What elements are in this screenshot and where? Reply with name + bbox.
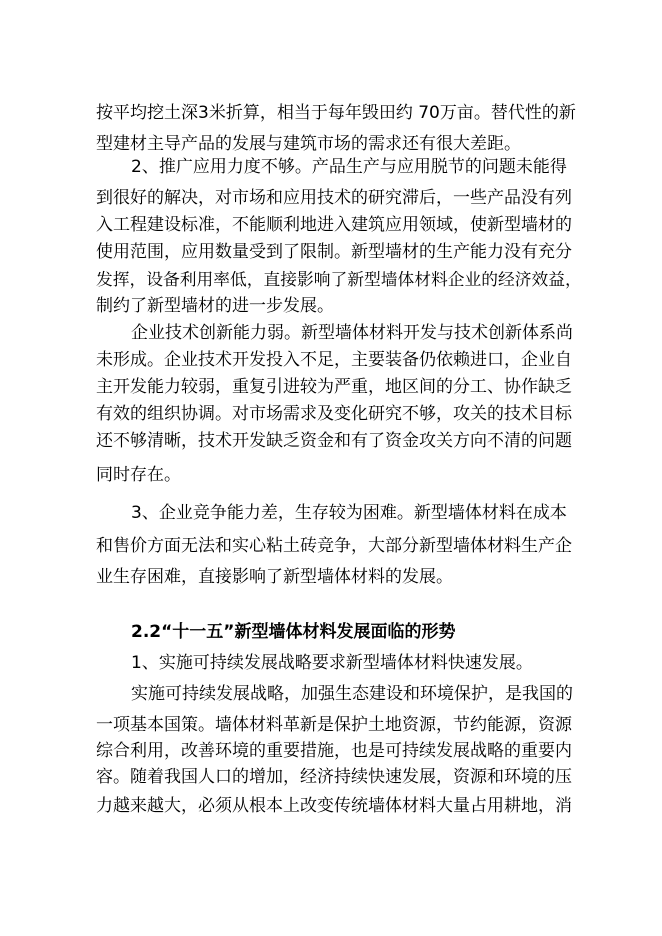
paragraph-line: 业生存困难，直接影响了新型墙体材料的发展。 xyxy=(96,567,453,587)
paragraph-line: 同时存在。 xyxy=(96,465,181,485)
paragraph-line: 使用范围，应用数量受到了限制。新型墙材的生产能力没有充分 xyxy=(96,242,572,262)
paragraph-line: 制约了新型墙材的进一步发展。 xyxy=(96,296,334,316)
paragraph-line: 发挥，设备利用率低，直接影响了新型墙体材料企业的经济效益， xyxy=(96,269,582,289)
paragraph-line: 入工程建设标准，不能顺利地进入建筑应用领域，使新型墙材的 xyxy=(96,215,572,235)
paragraph-line: 1、实施可持续发展战略要求新型墙体材料快速发展。 xyxy=(131,653,533,673)
paragraph-line: 还不够清晰，技术开发缺乏资金和有了资金攻关方向不清的问题 xyxy=(96,431,572,451)
paragraph-line: 有效的组织协调。对市场需求及变化研究不够，攻关的技术目标 xyxy=(96,404,572,424)
paragraph-line: 3、企业竞争能力差，生存较为困难。新型墙体材料在成本 xyxy=(131,503,567,523)
section-heading: 2.2“十一五”新型墙体材料发展面临的形势 xyxy=(131,622,456,642)
paragraph-line: 企业技术创新能力弱。新型墙体材料开发与技术创新体系尚 xyxy=(131,323,573,343)
paragraph-line: 一项基本国策。墙体材料革新是保护土地资源，节约能源，资源 xyxy=(96,715,572,735)
paragraph-line: 实施可持续发展战略，加强生态建设和环境保护，是我国的 xyxy=(131,684,573,704)
paragraph-line: 型建材主导产品的发展与建筑市场的需求还有很大差距。 xyxy=(96,134,521,154)
paragraph-line: 2、推广应用力度不够。产品生产与应用脱节的问题未能得 xyxy=(131,157,567,177)
paragraph-line: 按平均挖土深3米折算，相当于每年毁田约 70万亩。替代性的新 xyxy=(96,103,576,123)
paragraph-line: 容。随着我国人口的增加，经济持续快速发展，资源和环境的压 xyxy=(96,767,572,787)
paragraph-line: 和售价方面无法和实心粘土砖竞争，大部分新型墙体材料生产企 xyxy=(96,536,572,556)
paragraph-line: 力越来越大，必须从根本上改变传统墙体材料大量占用耕地，消 xyxy=(96,796,572,816)
paragraph-line: 未形成。企业技术开发投入不足，主要装备仍依赖进口，企业自 xyxy=(96,350,572,370)
paragraph-line: 主开发能力较弱，重复引进较为严重，地区间的分工、协作缺乏 xyxy=(96,377,572,397)
paragraph-line: 综合利用，改善环境的重要措施，也是可持续发展战略的重要内 xyxy=(96,741,572,761)
paragraph-line: 到很好的解决，对市场和应用技术的研究滞后，一些产品没有列 xyxy=(96,188,572,208)
